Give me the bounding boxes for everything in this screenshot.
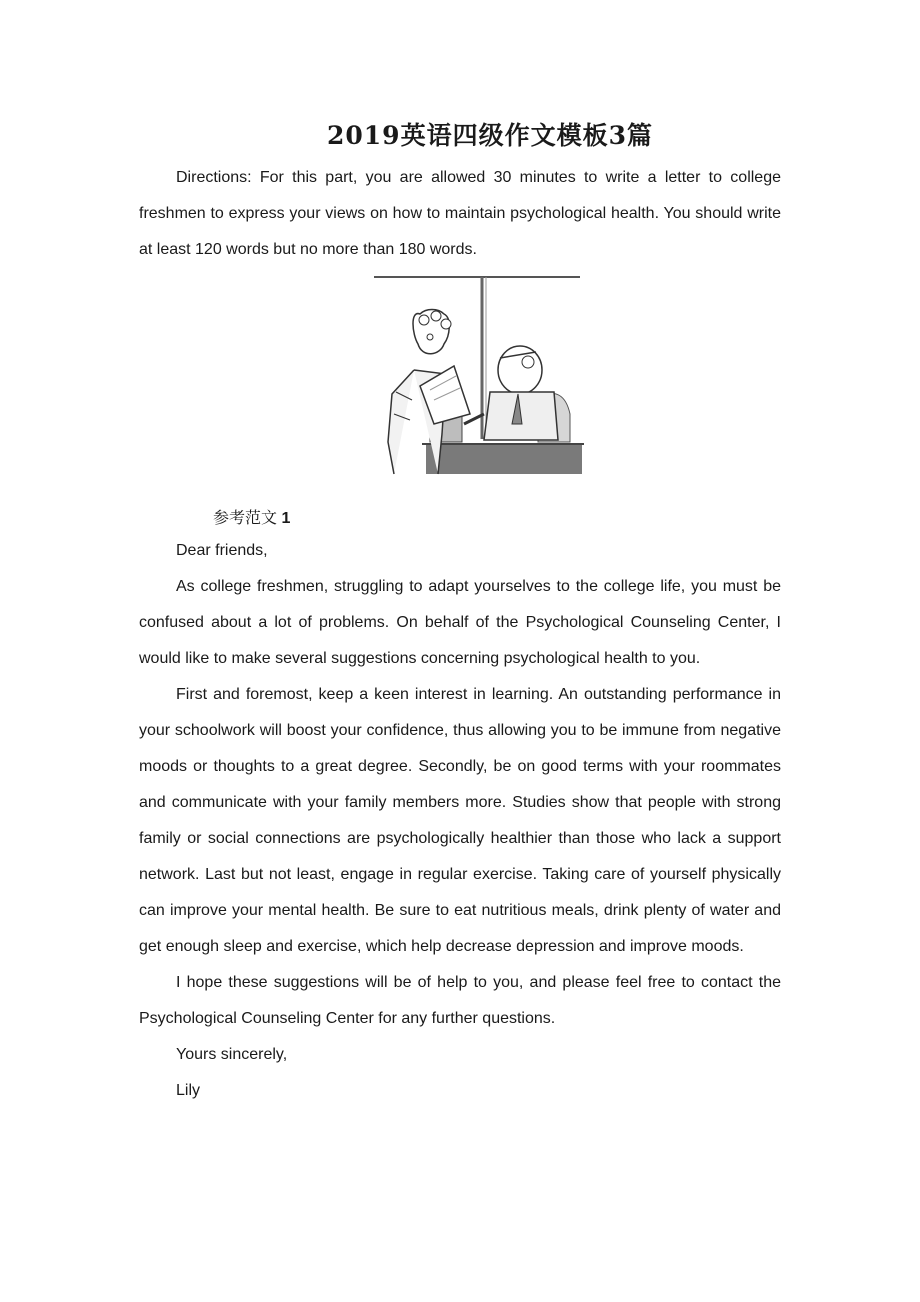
letter-paragraph: I hope these suggestions will be of help to you, and please feel free to contact the Psychological Counseling Center for any further questions. <box>139 974 781 1027</box>
letter-paragraph: First and foremost, keep a keen interest in learning. An outstanding performance in your schoolwork will boost your confidence, thus allowing you to be immune from negative moods or thoughts to a great degree. Secondly, be on good terms with your roommates and communicate with your family members more. Studies show that people with strong family or social connections are psychologically healthier than those who lack a support network. Last but not least, engage in regular exercise. Taking care of yourself physically can improve your mental health. Be sure to eat nutritious meals, drink plenty of water and get enough sleep and exercise, which help decrease depression and improve moods. <box>139 686 781 955</box>
sample-essay <box>139 533 781 1109</box>
letter-paragraph: As college freshmen, struggling to adapt yourselves to the college life, you must be confused about a lot of problems. On behalf of the Psychological Counseling Center, I would like to make several suggestions concerning psychological health to you. <box>139 578 781 667</box>
letter-closing: Yours sincerely, <box>176 1046 288 1063</box>
sample-label <box>213 501 290 537</box>
letter-signature: Lily <box>176 1082 201 1099</box>
directions-text: Directions: For this part, you are allowed 30 minutes to write a letter to college freshmen to express your views on how to maintain psychological health. You should write at least 120 words but no more than 180 words. <box>139 169 781 258</box>
directions-block <box>139 160 781 268</box>
letter-salutation: Dear friends, <box>176 542 268 559</box>
sample-label-number: 1 <box>281 510 291 527</box>
document-title: 2019英语四级作文模板3篇 <box>327 121 653 150</box>
sample-label-text: 参考范文 <box>213 510 278 527</box>
office-cartoon-illustration <box>372 274 584 478</box>
